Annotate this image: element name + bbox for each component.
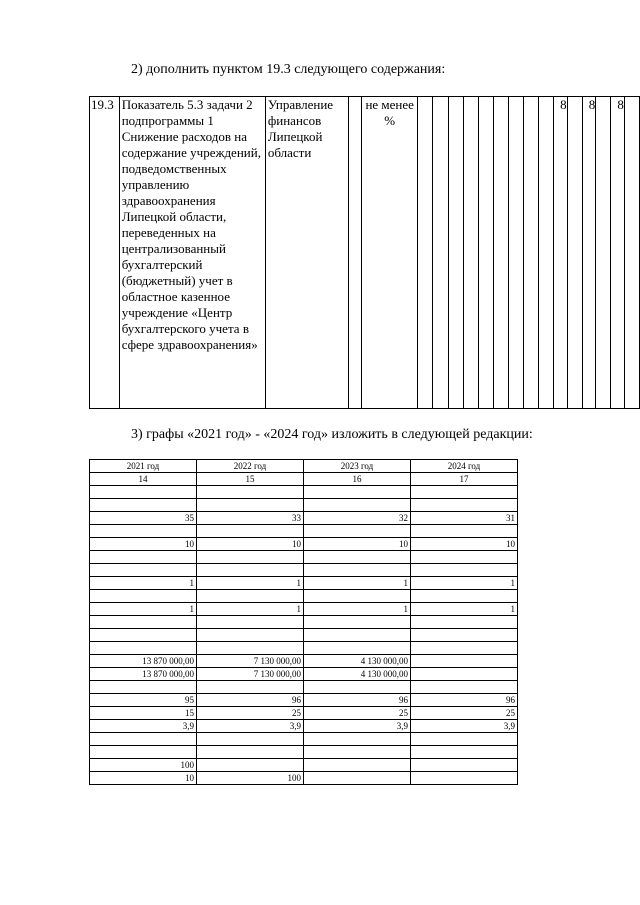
table-row [90,720,518,733]
table-cell [304,486,411,499]
item-number: 19.3 [90,97,120,409]
table-cell: 4 130 000,00 [304,668,411,681]
table-cell [304,772,411,785]
table-cell: 13 870 000,00 [90,655,197,668]
table-cell: 2023 год [304,460,411,473]
table-cell [197,616,304,629]
table-cell: 3,9 [197,720,304,733]
table-cell: 96 [411,694,518,707]
table-cell: 10 [411,538,518,551]
table-cell: 1 [304,603,411,616]
table-row [90,629,518,642]
table-cell [304,564,411,577]
table-row [90,616,518,629]
table-cell [90,564,197,577]
table-row [90,564,518,577]
table-cell: 15 [90,707,197,720]
table-row [90,759,518,772]
table-row [90,603,518,616]
table-cell: 35 [90,512,197,525]
empty-cell [493,97,508,409]
table-cell [304,746,411,759]
table-cell [411,772,518,785]
table-cell: 1 [90,577,197,590]
table-cell [90,499,197,512]
table-cell [411,590,518,603]
table-cell: 2024 год [411,460,518,473]
empty-cell [478,97,493,409]
table-cell [197,746,304,759]
table-row [90,486,518,499]
table-cell: 2021 год [90,460,197,473]
table-cell: 25 [304,707,411,720]
empty-cell [448,97,463,409]
table-cell: 1 [197,603,304,616]
table-cell [411,655,518,668]
table-cell: 96 [304,694,411,707]
table-cell [411,499,518,512]
table-cell [411,668,518,681]
table-row [90,512,518,525]
table-cell [411,629,518,642]
table-row [90,525,518,538]
table-cell [197,759,304,772]
value-cell: 8 [554,97,568,409]
table-cell: 32 [304,512,411,525]
indicator-name: Показатель 5.3 задачи 2 подпрограммы 1 Снижение расходов на содержание учреждений, подведомственных управлению здравоохранения Липецкой области, переведенных на централизованный бухгалтерский (бюджетный) учет в областное казенное учреждение «Центр бухгалтерского учета в сфере здравоохранения» [119,97,265,409]
table-cell [90,486,197,499]
empty-cell [596,97,611,409]
empty-cell [539,97,554,409]
table-cell: 3,9 [304,720,411,733]
table-row [90,733,518,746]
table-cell [90,551,197,564]
table-cell [90,746,197,759]
paragraph-columns-edit: 3) графы «2021 год» - «2024 год» изложить в следующей редакции: [131,427,533,442]
table-cell: 4 130 000,00 [304,655,411,668]
value-cell: 8 [582,97,596,409]
table-cell: 1 [90,603,197,616]
table-cell: 25 [197,707,304,720]
table-cell [304,590,411,603]
table-cell [411,564,518,577]
table-cell [197,629,304,642]
value-cell: 8 [611,97,625,409]
table-cell [304,525,411,538]
table-cell [90,616,197,629]
table-cell: 17 [411,473,518,486]
table-cell [304,551,411,564]
table-cell [411,486,518,499]
header-row [90,460,518,473]
table-row [90,746,518,759]
table-cell [197,681,304,694]
table-cell [411,733,518,746]
table-cell [197,499,304,512]
paragraph-add-item: 2) дополнить пунктом 19.3 следующего содержания: [131,62,446,77]
table-cell [90,590,197,603]
item-19-3-table [89,96,640,409]
table-cell [411,746,518,759]
table-cell: 33 [197,512,304,525]
table-cell: 2022 год [197,460,304,473]
table-cell: 3,9 [90,720,197,733]
table-cell [304,499,411,512]
table-row [90,681,518,694]
table-cell [197,590,304,603]
table-cell [304,642,411,655]
column-number-row [90,473,518,486]
table-row [90,655,518,668]
table-cell [90,733,197,746]
years-table [89,459,518,785]
table-cell [411,525,518,538]
table-cell: 95 [90,694,197,707]
table-cell [304,681,411,694]
table-cell: 10 [90,538,197,551]
table-cell [90,642,197,655]
table-row [90,551,518,564]
table-cell [197,551,304,564]
table-cell [197,486,304,499]
unit-of-measure: не менее % [362,97,418,409]
table-cell [90,681,197,694]
table-row [90,772,518,785]
table-cell [304,629,411,642]
table-cell [411,681,518,694]
table-cell [197,733,304,746]
table-cell: 1 [197,577,304,590]
table-cell: 7 130 000,00 [197,655,304,668]
table-cell [197,642,304,655]
table-cell: 1 [411,603,518,616]
table-cell [304,616,411,629]
table-cell [197,525,304,538]
table-cell: 16 [304,473,411,486]
table-cell [411,616,518,629]
table-row [90,707,518,720]
table-cell [304,733,411,746]
table-cell: 10 [304,538,411,551]
empty-cell [418,97,433,409]
responsible-executor: Управление финансов Липецкой области [265,97,348,409]
table-row [90,538,518,551]
empty-cell [567,97,582,409]
empty-cell [433,97,448,409]
table-cell [90,629,197,642]
table-cell: 1 [304,577,411,590]
table-row [90,590,518,603]
empty-cell [508,97,523,409]
table-cell: 25 [411,707,518,720]
table-cell: 100 [197,772,304,785]
table-cell: 10 [197,538,304,551]
table-cell: 100 [90,759,197,772]
table-cell [197,564,304,577]
table-cell [411,759,518,772]
table-row [90,694,518,707]
table-cell: 10 [90,772,197,785]
table-cell: 14 [90,473,197,486]
table-cell [90,525,197,538]
table-cell: 7 130 000,00 [197,668,304,681]
table-row [90,642,518,655]
table-cell: 96 [197,694,304,707]
table-cell: 15 [197,473,304,486]
table-row [90,577,518,590]
table-row [90,499,518,512]
empty-cell [523,97,538,409]
table-row [90,97,640,409]
table-cell: 13 870 000,00 [90,668,197,681]
table-cell [411,551,518,564]
table-cell [411,642,518,655]
table-row [90,668,518,681]
empty-cell [348,97,361,409]
empty-cell [463,97,478,409]
table-cell: 31 [411,512,518,525]
table-cell: 3,9 [411,720,518,733]
table-cell [304,759,411,772]
table-cell: 1 [411,577,518,590]
empty-cell [624,97,639,409]
